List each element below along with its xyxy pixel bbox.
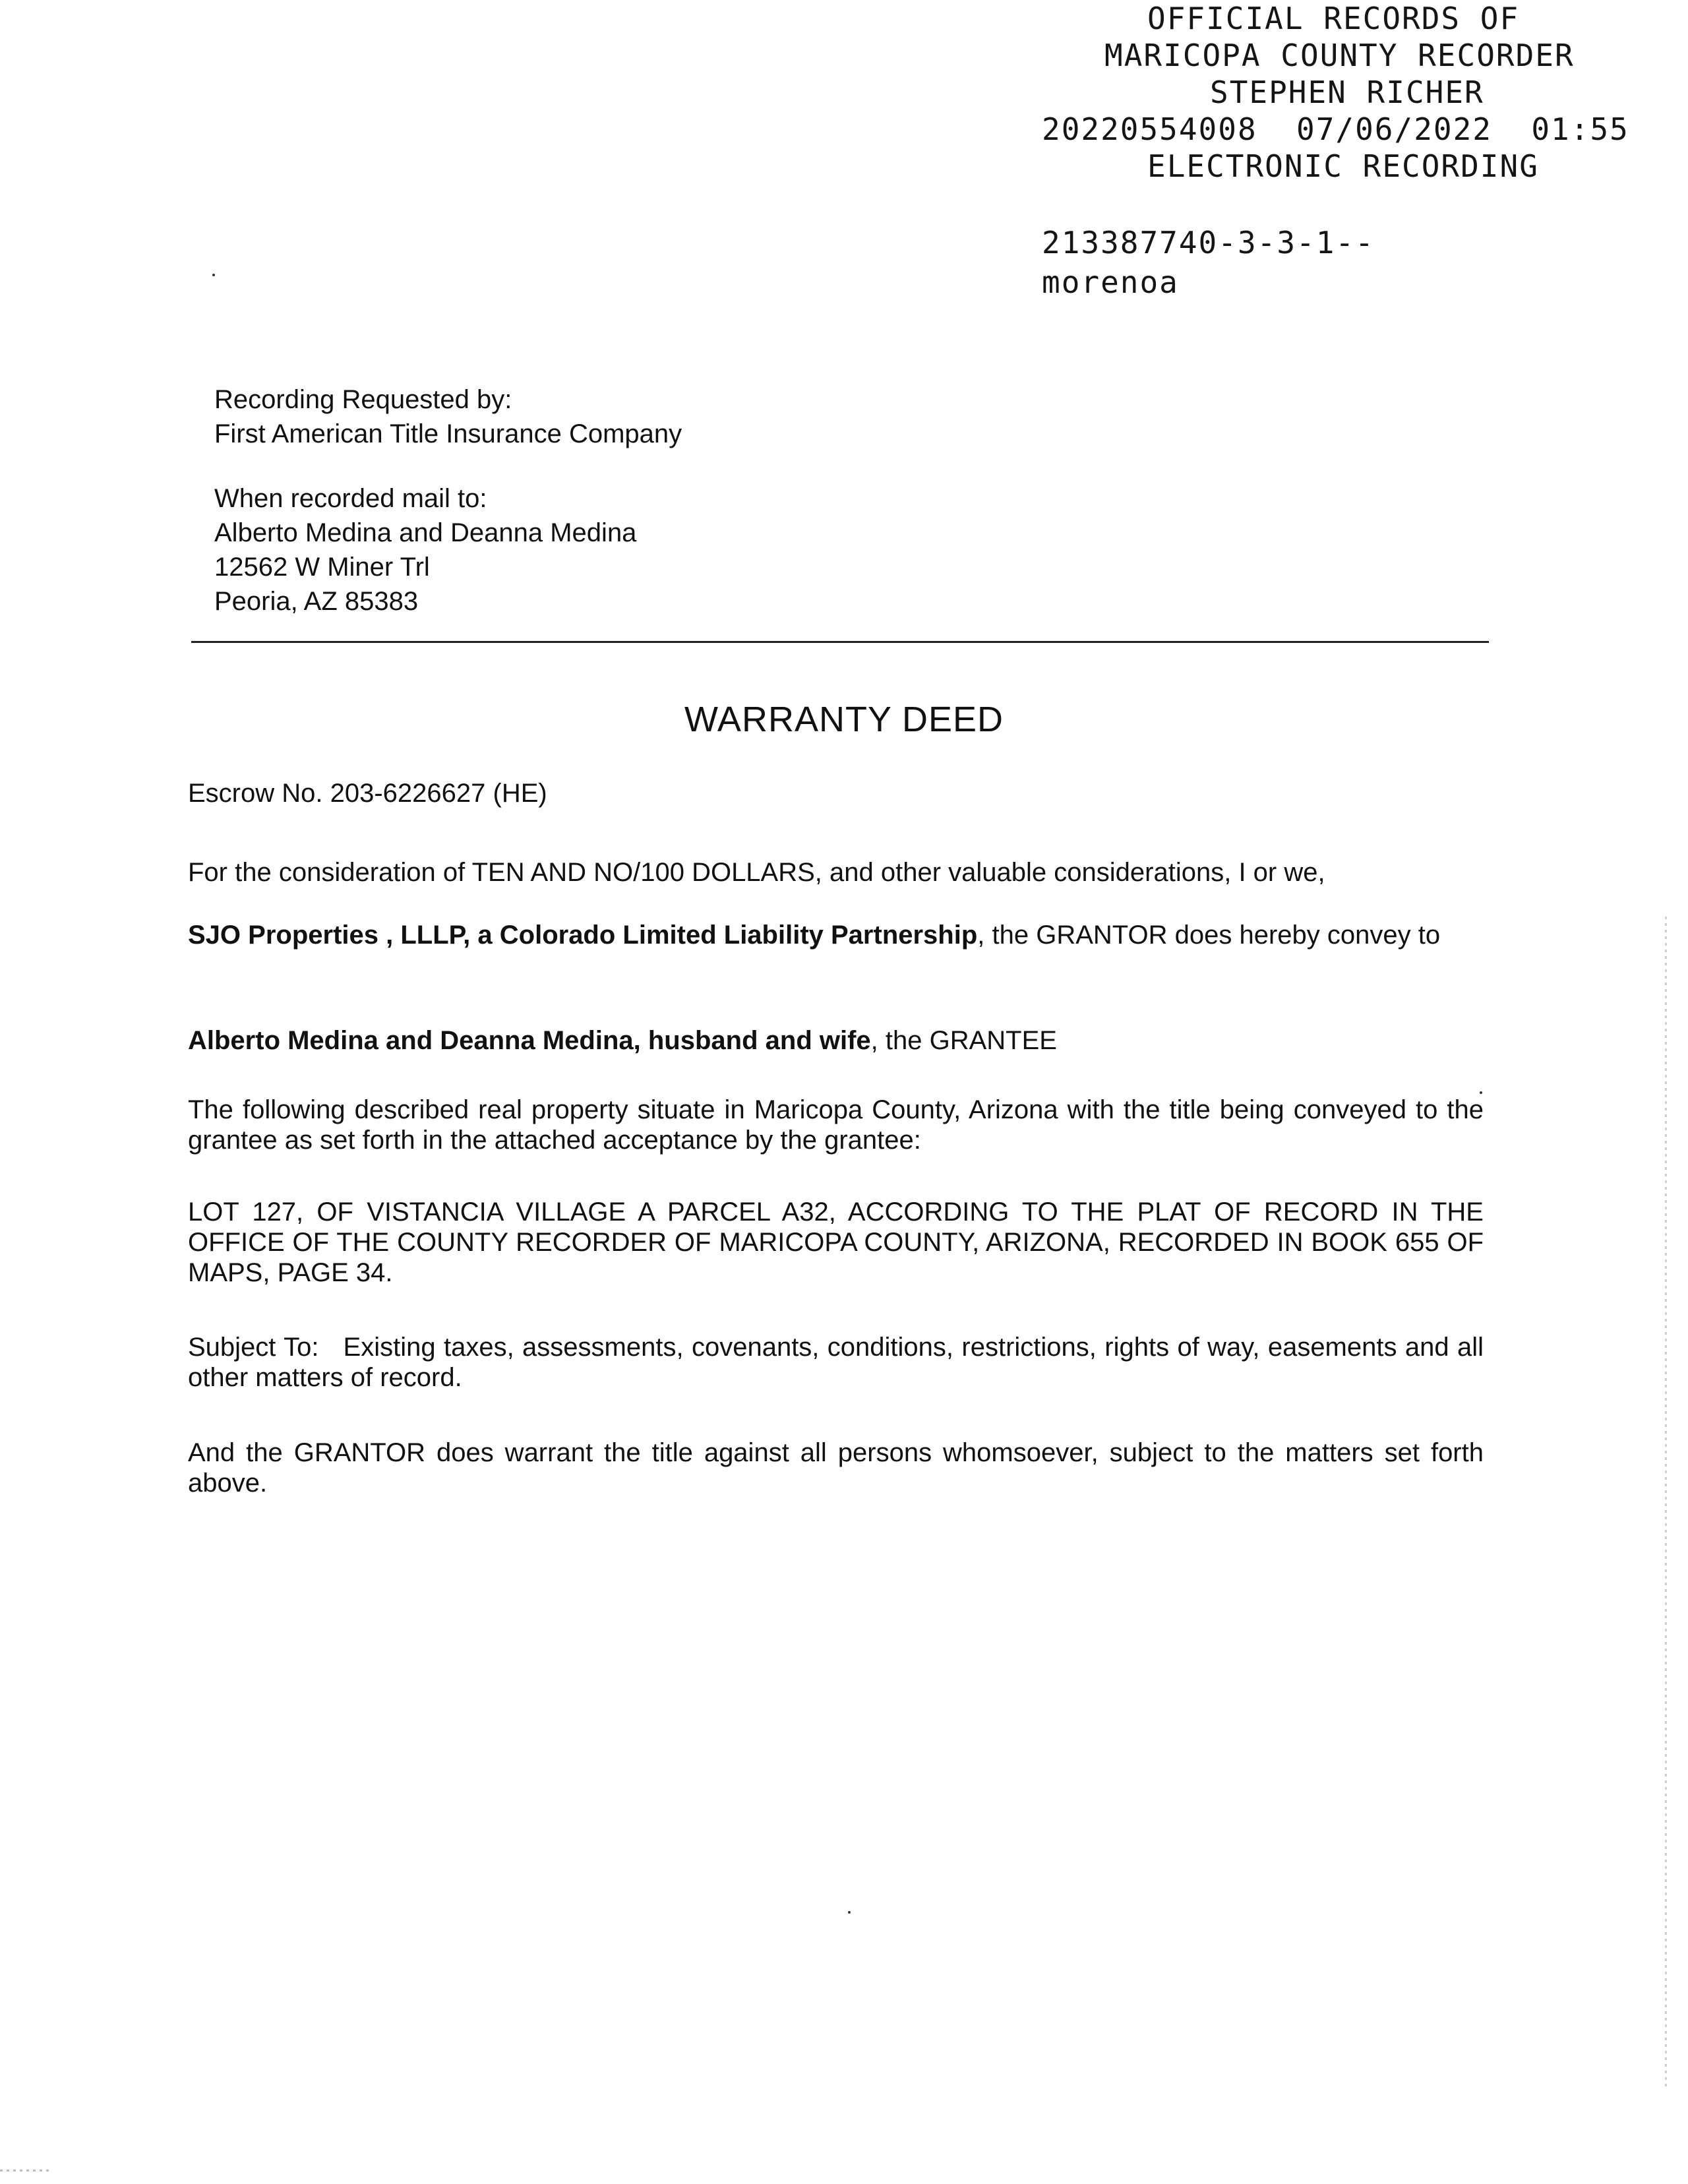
stamp-line: STEPHEN RICHER xyxy=(1210,75,1484,110)
warranty-clause: And the GRANTOR does warrant the title against all persons whomsoever, subject to the matters set forth above. xyxy=(188,1438,1484,1498)
mail-to-label: When recorded mail to: xyxy=(214,484,487,513)
recording-requested-by: First American Title Insurance Company xyxy=(214,419,682,448)
mail-to-name: Alberto Medina and Deanna Medina xyxy=(214,518,637,547)
consideration-clause: For the consideration of TEN AND NO/100 DOLLARS, and other valuable considerations, I or we, xyxy=(188,858,1325,887)
grantee-name: Alberto Medina and Deanna Medina, husband and wife xyxy=(188,1026,871,1055)
document-code xyxy=(1042,223,1375,302)
property-intro: The following described real property situate in Maricopa County, Arizona with the title being conveyed to the grantee as set forth in the attached acceptance by the grantee: xyxy=(188,1095,1484,1155)
scan-speck xyxy=(212,274,215,276)
grantee-clause xyxy=(188,1025,1484,1056)
grantee-text: , the GRANTEE xyxy=(870,1026,1057,1055)
grantor-clause xyxy=(188,920,1484,950)
scan-bottom-artifact xyxy=(0,2169,53,2171)
escrow-number: Escrow No. 203-6226627 (HE) xyxy=(188,779,547,808)
subject-to-clause: Subject To: Existing taxes, assessments, covenants, conditions, restrictions, rights of way, easements and all other matters of record. xyxy=(188,1333,1492,1392)
recording-info xyxy=(214,382,682,619)
stamp-line: ELECTRONIC RECORDING xyxy=(1147,148,1539,184)
mail-to-city: Peoria, AZ 85383 xyxy=(214,587,419,616)
stamp-line: MARICOPA COUNTY RECORDER xyxy=(1104,38,1575,73)
legal-description: LOT 127, OF VISTANCIA VILLAGE A PARCEL A32, ACCORDING TO THE PLAT OF RECORD IN THE OFFICE OF THE COUNTY RECORDER OF MARICOPA COUNTY, ARIZONA, RECORDED IN BOOK 655 OF MAPS, PAGE 34. xyxy=(188,1198,1484,1287)
divider xyxy=(191,641,1489,643)
mail-to-street: 12562 W Miner Trl xyxy=(214,553,430,582)
grantor-text: , the GRANTOR does hereby convey to xyxy=(977,921,1441,950)
scan-speck xyxy=(1480,1091,1482,1094)
scan-speck xyxy=(848,1911,851,1914)
recording-number-date: 20220554008 07/06/2022 01:55 xyxy=(1042,111,1629,147)
recorder-stamp xyxy=(1029,0,1675,185)
scan-margin-artifact xyxy=(1665,917,1667,2090)
document-title: WARRANTY DEED xyxy=(684,700,1004,739)
stamp-line: OFFICIAL RECORDS OF xyxy=(1147,1,1520,36)
document-code-number: 213387740-3-3-1-- xyxy=(1042,225,1375,260)
recording-requested-label: Recording Requested by: xyxy=(214,385,512,414)
grantor-name: SJO Properties , LLLP, a Colorado Limited Liability Partnership xyxy=(188,921,978,950)
document-code-user: morenoa xyxy=(1042,264,1179,300)
